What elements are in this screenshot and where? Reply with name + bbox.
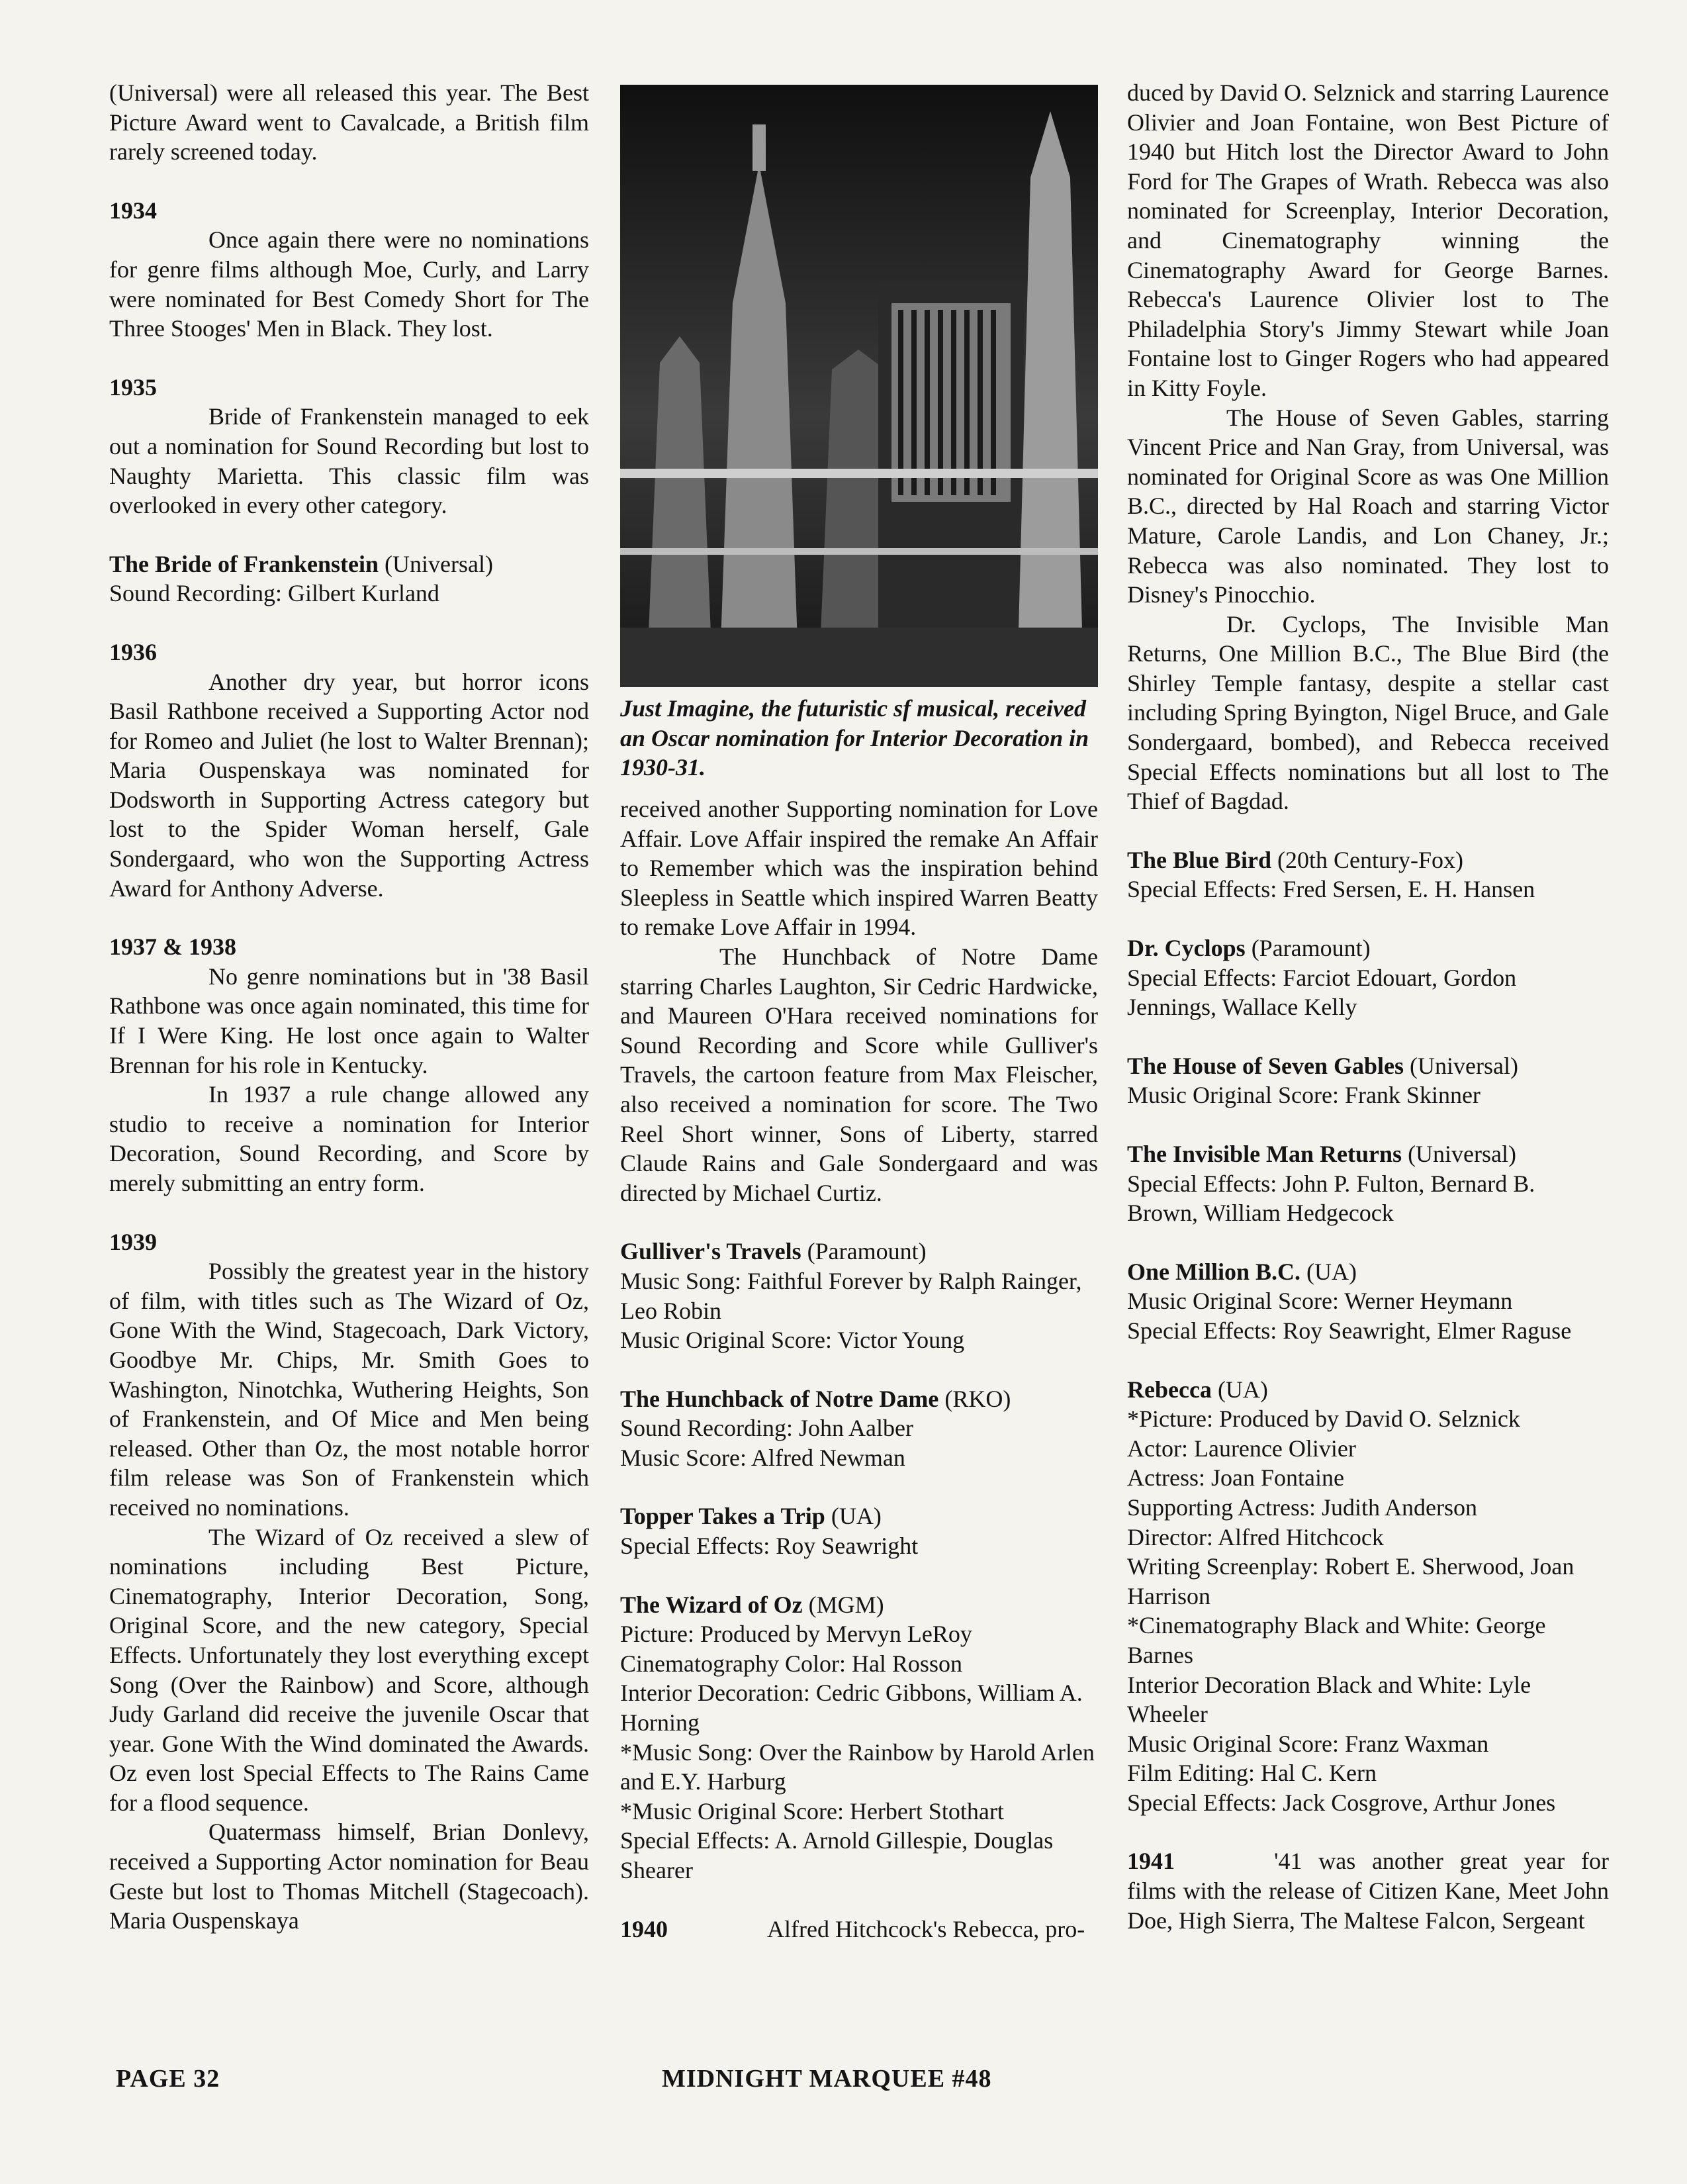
- entry-studio: (UA): [1211, 1376, 1268, 1403]
- entry-line: Writing Screenplay: Robert E. Sherwood, Joan Harrison: [1127, 1553, 1574, 1609]
- entry-line: *Picture: Produced by David O. Selznick: [1127, 1405, 1520, 1433]
- entry-studio: (Universal): [379, 550, 493, 577]
- city-skyline-image: [620, 85, 1098, 687]
- entry-line: Special Effects: Fred Sersen, E. H. Hansen: [1127, 876, 1535, 903]
- paragraph: The House of Seven Gables, starring Vincent Price and Nan Gray, from Universal, was nominated for Original Score as was One Million B.C., directed by Hal Roach and starring Victor Mature, Carole Landis, and Lon Chaney, Jr.; Rebecca was also nominated. They lost to Disney's Pinocchio.: [1127, 404, 1609, 608]
- entry-studio: (UA): [1300, 1258, 1357, 1285]
- paragraph: received another Supporting nomination for Love Affair. Love Affair inspired the remake An Affair to Remember which was the inspiration behind Sleepless in Seattle which inspired Warren Beatty to remake Love Affair in 1994.: [620, 796, 1098, 941]
- nomination-entry: [1127, 1375, 1609, 1818]
- paragraph: '41 was another great year for films with the release of Citizen Kane, Meet John Doe, High Sierra, The Maltese Falcon, Sergeant: [1127, 1848, 1609, 1934]
- nomination-list: [1127, 845, 1609, 1818]
- nomination-entry: [109, 549, 589, 608]
- entry-line: Actress: Joan Fontaine: [1127, 1464, 1344, 1492]
- year-heading: 1935: [109, 373, 157, 401]
- entry-line: Cinematography Color: Hal Rosson: [620, 1650, 962, 1677]
- column-3: [1127, 78, 1609, 1935]
- photo-caption: Just Imagine, the futuristic sf musical, received an Oscar nomination for Interior Decoration in 1930-31.: [620, 695, 1089, 781]
- entry-title: One Million B.C.: [1127, 1258, 1301, 1285]
- entry-line: Actor: Laurence Olivier: [1127, 1435, 1356, 1462]
- nomination-entry: [620, 1501, 1098, 1560]
- year-heading: 1940: [620, 1915, 668, 1942]
- paragraph: No genre nominations but in '38 Basil Rathbone was once again nominated, this time for If I Were King. He lost once again to Walter Brennan for his role in Kentucky.: [109, 963, 589, 1078]
- page-number: PAGE 32: [116, 2065, 220, 2093]
- year-heading: 1934: [109, 197, 157, 224]
- entry-title: The Blue Bird: [1127, 846, 1272, 873]
- entry-studio: (RKO): [938, 1385, 1011, 1412]
- nomination-entry: [1127, 1139, 1609, 1228]
- entry-line: Interior Decoration Black and White: Lyle Wheeler: [1127, 1671, 1531, 1728]
- entry-title: The Bride of Frankenstein: [109, 550, 379, 577]
- entry-title: The Hunchback of Notre Dame: [620, 1385, 939, 1412]
- paragraph: Another dry year, but horror icons Basil Rathbone received a Supporting Actor nod for Romeo and Juliet (he lost to Walter Brennan); Maria Ouspenskaya was nominated for Dodsworth in Supporting Actress category but lost to the Spider Woman herself, Gale Sondergaard, who won the Supporting Actress Award for Anthony Adverse.: [109, 668, 589, 902]
- entry-line: Music Original Score: Werner Heymann: [1127, 1288, 1513, 1315]
- entry-title: Gulliver's Travels: [620, 1238, 801, 1265]
- entry-line: Music Score: Alfred Newman: [620, 1444, 905, 1471]
- entry-title: Topper Takes a Trip: [620, 1503, 825, 1530]
- entry-line: *Music Original Score: Herbert Stothart: [620, 1797, 1004, 1825]
- nomination-entry: [1127, 1051, 1609, 1110]
- entry-title: The House of Seven Gables: [1127, 1052, 1404, 1079]
- paragraph: Possibly the greatest year in the history of film, with titles such as The Wizard of Oz, Gone With the Wind, Stagecoach, Dark Victory, Goodbye Mr. Chips, Mr. Smith Goes to Washington, Ninotchka, Wuthering Heights, Son of Frankenstein, and Of Mice and Men being released. Other than Oz, the most notable horror film release was Son of Frankenstein which received no nominations.: [109, 1258, 589, 1521]
- nomination-entry: [620, 1590, 1098, 1885]
- paragraph: Quatermass himself, Brian Donlevy, received a Supporting Actor nomination for Beau Geste but lost to Thomas Mitchell (Stagecoach). Maria Ouspenskaya: [109, 1819, 589, 1934]
- year-heading: 1937 & 1938: [109, 933, 236, 961]
- entry-studio: (MGM): [802, 1591, 884, 1618]
- nomination-entry: [1127, 933, 1609, 1022]
- entry-line: Music Song: Faithful Forever by Ralph Rainger, Leo Robin: [620, 1267, 1082, 1324]
- entry-line: Supporting Actress: Judith Anderson: [1127, 1494, 1477, 1521]
- entry-line: Special Effects: Roy Seawright, Elmer Raguse: [1127, 1317, 1572, 1344]
- nomination-entry: [1127, 1257, 1609, 1346]
- paragraph: Once again there were no nominations for genre films although Moe, Curly, and Larry were nominated for Best Comedy Short for The Three Stooges' Men in Black. They lost.: [109, 226, 589, 342]
- entry-line: Director: Alfred Hitchcock: [1127, 1523, 1384, 1550]
- entry-line: Music Original Score: Victor Young: [620, 1327, 965, 1354]
- just-imagine-photo: [620, 85, 1098, 687]
- entry-line: Special Effects: Jack Cosgrove, Arthur Jones: [1127, 1789, 1556, 1816]
- entry-studio: (Paramount): [1245, 935, 1371, 962]
- entry-studio: (Paramount): [801, 1238, 927, 1265]
- entry-title: The Wizard of Oz: [620, 1591, 803, 1618]
- column-1: [109, 78, 589, 1936]
- column-2: [620, 794, 1098, 1944]
- entry-line: Special Effects: A. Arnold Gillespie, Douglas Shearer: [620, 1827, 1054, 1883]
- entry-title: The Invisible Man Returns: [1127, 1141, 1402, 1167]
- entry-studio: (20th Century-Fox): [1271, 846, 1464, 873]
- year-heading: 1941: [1127, 1848, 1175, 1875]
- entry-line: *Music Song: Over the Rainbow by Harold Arlen and E.Y. Harburg: [620, 1738, 1095, 1795]
- paragraph: duced by David O. Selznick and starring Laurence Olivier and Joan Fontaine, won Best Picture of 1940 but Hitch lost the Director Award to John Ford for The Grapes of Wrath. Rebecca was also nominated for Screenplay, Interior Decoration, and Cinematography winning the Cinematography Award for George Barnes. Rebecca's Laurence Olivier lost to The Philadelphia Story's Jimmy Stewart while Joan Fontaine lost to Ginger Rogers who had appeared in Kitty Foyle.: [1127, 79, 1609, 401]
- entry-line: Picture: Produced by Mervyn LeRoy: [620, 1621, 972, 1648]
- entry-line: Special Effects: Farciot Edouart, Gordon Jennings, Wallace Kelly: [1127, 964, 1517, 1021]
- paragraph: Alfred Hitchcock's Rebecca, pro-: [767, 1915, 1085, 1942]
- entry-studio: (UA): [825, 1503, 882, 1530]
- nomination-list: [620, 1237, 1098, 1885]
- paragraph: (Universal) were all released this year. The Best Picture Award went to Cavalcade, a British film rarely screened today.: [109, 79, 589, 166]
- entry-title: Rebecca: [1127, 1376, 1212, 1403]
- entry-studio: (Universal): [1404, 1052, 1518, 1079]
- paragraph: Bride of Frankenstein managed to eek out a nomination for Sound Recording but lost to Naughty Marietta. This classic film was overlooked in every other category.: [109, 403, 589, 519]
- nomination-entry: [1127, 845, 1609, 904]
- entry-line: Music Original Score: Franz Waxman: [1127, 1730, 1489, 1757]
- year-heading: 1939: [109, 1228, 157, 1255]
- entry-line: Music Original Score: Frank Skinner: [1127, 1082, 1481, 1109]
- paragraph: Dr. Cyclops, The Invisible Man Returns, One Million B.C., The Blue Bird (the Shirley Temple fantasy, despite a stellar cast including Spring Byington, Nigel Bruce, and Gale Sondergaard, bombed), and Rebecca received Special Effects nominations but all lost to The Thief of Bagdad.: [1127, 610, 1609, 815]
- entry-studio: (Universal): [1402, 1141, 1516, 1167]
- year-heading: 1936: [109, 638, 157, 665]
- nomination-entry: [620, 1237, 1098, 1354]
- paragraph: The Wizard of Oz received a slew of nominations including Best Picture, Cinematography, Interior Decoration, Song, Original Score, and the new category, Special Effects. Unfortunately they lost everything except Song (Over the Rainbow) and Score, although Judy Garland did receive the juvenile Oscar that year. Gone With the Wind dominated the Awards. Oz even lost Special Effects to The Rains Came for a flood sequence.: [109, 1523, 589, 1816]
- nomination-entry: [620, 1384, 1098, 1473]
- entry-line: Sound Recording: Gilbert Kurland: [109, 580, 439, 607]
- paragraph: The Hunchback of Notre Dame starring Charles Laughton, Sir Cedric Hardwicke, and Maureen O'Hara received nominations for Sound Recording and Score while Gulliver's Travels, the cartoon feature from Max Fleischer, also received a nomination for score. The Two Reel Short winner, Sons of Liberty, starred Claude Rains and Gale Sondergaard and was directed by Michael Curtiz.: [620, 943, 1098, 1206]
- entry-line: Special Effects: John P. Fulton, Bernard B. Brown, William Hedgecock: [1127, 1170, 1535, 1227]
- paragraph: In 1937 a rule change allowed any studio to receive a nomination for Interior Decoration, Sound Recording, and Score by merely submitting an entry form.: [109, 1081, 589, 1196]
- entry-line: Special Effects: Roy Seawright: [620, 1533, 919, 1560]
- entry-line: *Cinematography Black and White: George Barnes: [1127, 1612, 1546, 1668]
- magazine-issue: MIDNIGHT MARQUEE #48: [662, 2065, 992, 2093]
- entry-title: Dr. Cyclops: [1127, 935, 1246, 962]
- entry-line: Film Editing: Hal C. Kern: [1127, 1760, 1377, 1787]
- entry-line: Sound Recording: John Aalber: [620, 1415, 913, 1442]
- entry-line: Interior Decoration: Cedric Gibbons, William A. Horning: [620, 1680, 1083, 1736]
